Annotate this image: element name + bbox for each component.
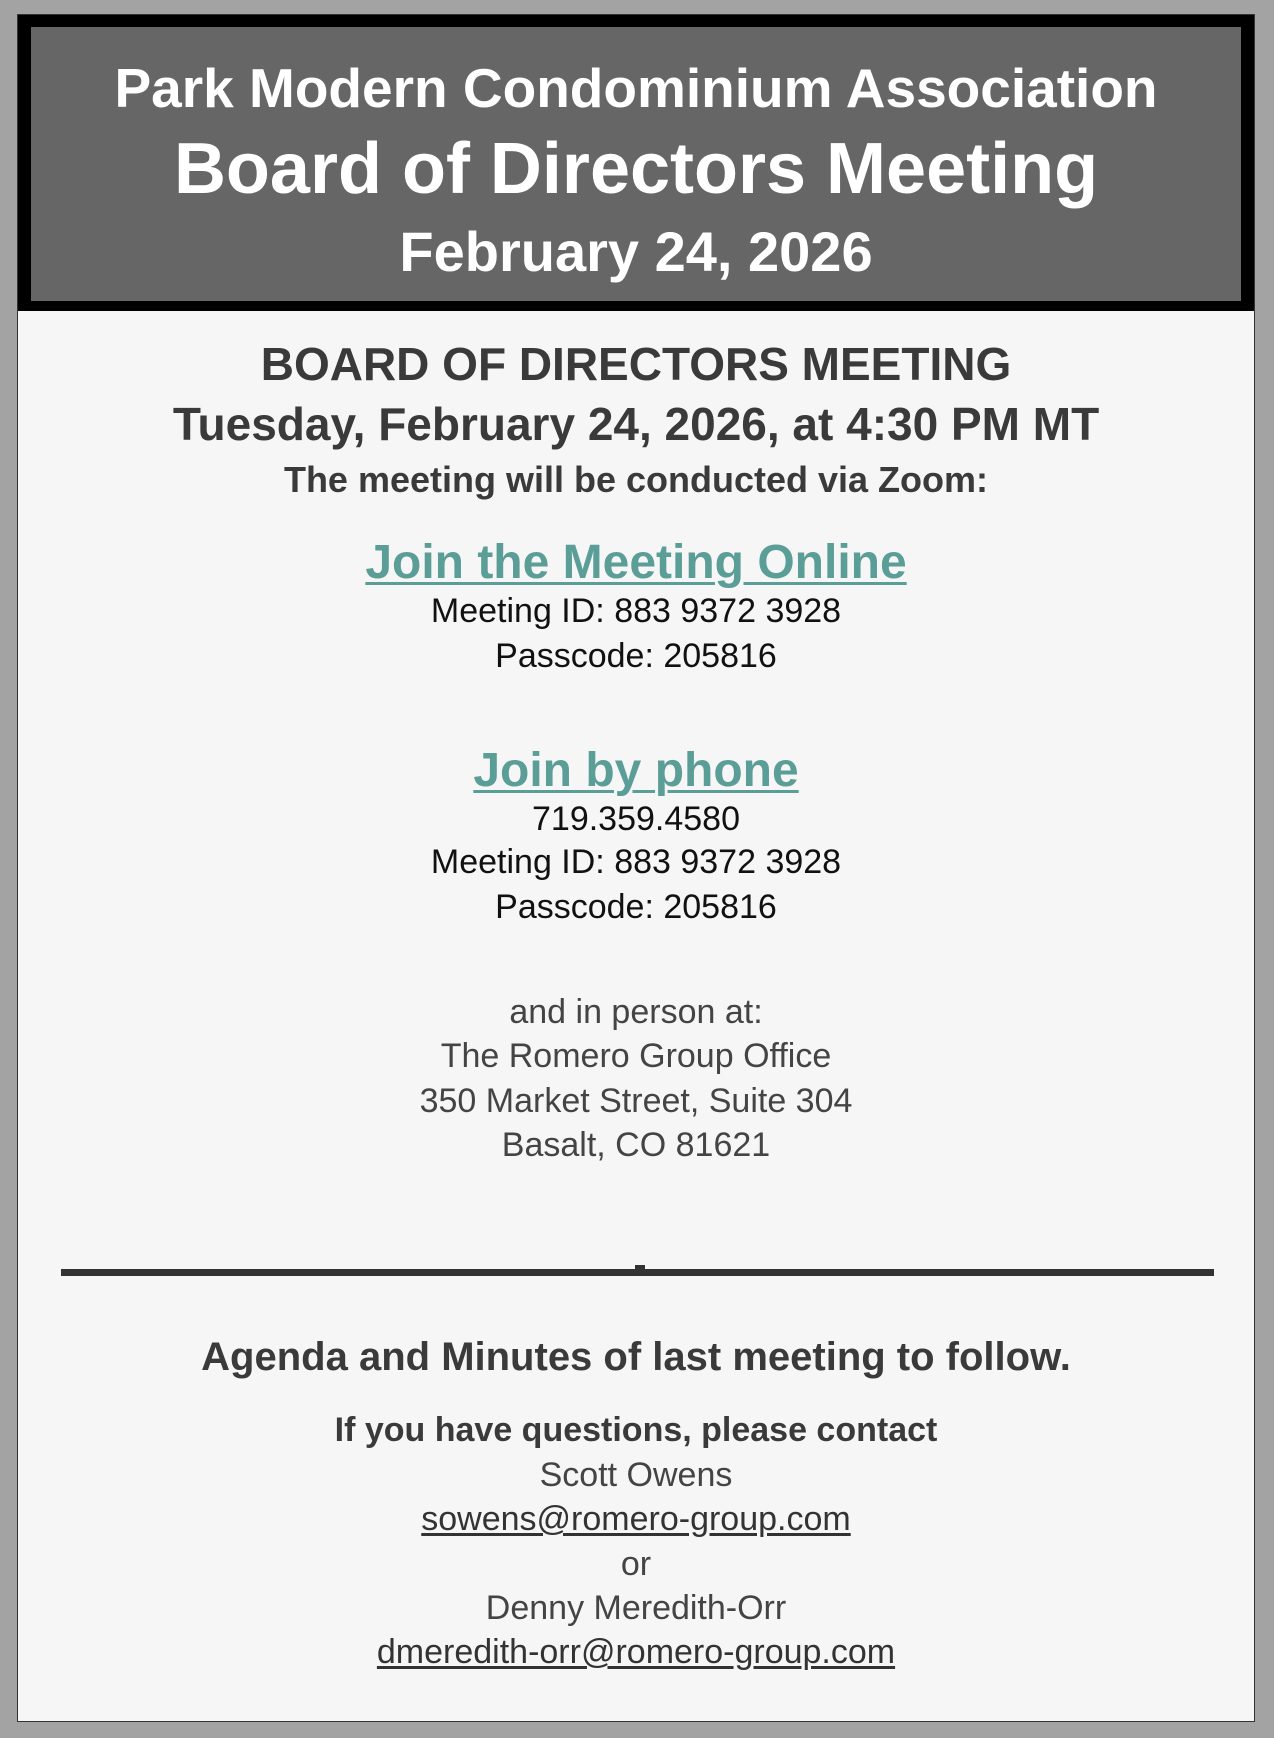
contact-heading: If you have questions, please contact [334, 1411, 938, 1449]
venue-name: The Romero Group Office [440, 1037, 832, 1075]
contact2-email-row [18, 1635, 1254, 1669]
contact-separator: or [620, 1545, 652, 1583]
zoom-note: The meeting will be conducted via Zoom: [283, 459, 989, 500]
contact2-name: Denny Meredith-Orr [485, 1589, 787, 1627]
banner-title: Board of Directors Meeting [173, 129, 1099, 209]
phone-meeting-id: Meeting ID: 883 9372 3928 [430, 843, 842, 881]
online-passcode: Passcode: 205816 [495, 637, 777, 675]
contact1-email-row [18, 1502, 1254, 1536]
contact1-email-link[interactable]: sowens@romero-group.com [421, 1500, 851, 1538]
meeting-datetime: Tuesday, February 24, 2026, at 4:30 PM MT [172, 398, 1100, 450]
online-meeting-id: Meeting ID: 883 9372 3928 [430, 592, 842, 630]
section-divider [61, 1269, 1214, 1276]
phone-number: 719.359.4580 [532, 800, 740, 838]
contact1-name: Scott Owens [539, 1456, 733, 1494]
venue-street: 350 Market Street, Suite 304 [419, 1082, 853, 1120]
association-name: Park Modern Condominium Association [114, 57, 1158, 119]
header-banner-inner [31, 27, 1241, 301]
venue-city: Basalt, CO 81621 [501, 1126, 771, 1164]
join-phone-link[interactable]: Join by phone [473, 744, 799, 797]
banner-date: February 24, 2026 [399, 220, 873, 283]
online-link-row [18, 536, 1254, 589]
header-banner [18, 15, 1254, 311]
in-person-intro: and in person at: [509, 993, 763, 1031]
phone-passcode: Passcode: 205816 [495, 888, 777, 926]
contact2-email-link[interactable]: dmeredith-orr@romero-group.com [376, 1633, 896, 1671]
phone-link-row [18, 744, 1254, 797]
meeting-heading: BOARD OF DIRECTORS MEETING [260, 338, 1012, 390]
join-online-link[interactable]: Join the Meeting Online [365, 536, 907, 589]
notice-page [17, 14, 1255, 1722]
agenda-note: Agenda and Minutes of last meeting to follow. [201, 1335, 1071, 1379]
